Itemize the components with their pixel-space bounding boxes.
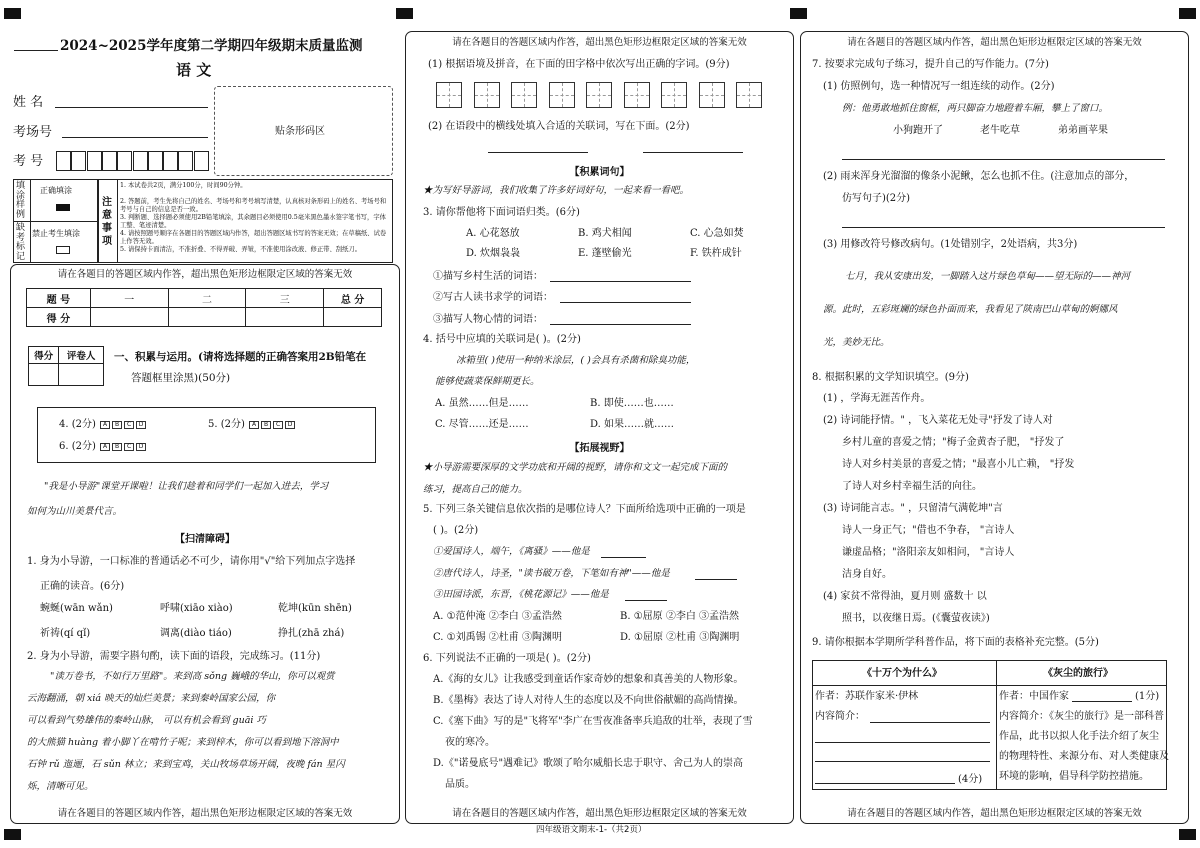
q9-right-intro: 作品，此书以拟人化手法介绍了灰尘 [999,731,1159,742]
grader-score-cell[interactable] [29,364,59,386]
q9-right-author-line[interactable] [1072,701,1132,702]
notice-line: 5. 请保持卡面清洁，不准折叠、不得弄破、弄皱，不准使用涂改液、修正带、刮纸刀。 [120,246,361,253]
column1-top-note: 请在各题目的答题区域内作答，超出黑色矩形边框限定区域的答案无效 [57,269,353,280]
registration-mark-bottom-left [4,829,21,840]
q9-right-author: 作者：中国作家 [999,691,1069,702]
q4-option: B. 即使……也…… [590,398,674,409]
tian-grid-cell[interactable] [736,82,762,108]
column1-bottom-note: 请在各题目的答题区域内作答，超出黑色矩形边框限定区域的答案无效 [57,808,353,819]
q8-line: (4) 家贫不常得油，夏月则 盛数十 以 [823,591,987,602]
q2-passage-line: 烁，清晰可见。 [27,781,94,792]
notice-line: 4. 请按照题号顺序在各题目的答题区域内作答，超出答题区域书写的答案无效；在草稿纸、试卷上作答无效。 [120,230,387,245]
col2-intro2a: ★小导游需要深厚的文学功底和开阔的视野，请你和文文一起完成下面的 [423,462,728,473]
grader-score-label: 得分 [29,347,59,364]
q7-2: (2) 雨来浑身光溜溜的像条小泥鳅，怎么也抓不住。(注意加点的部分， [823,171,1135,182]
q6-option: C.《塞下曲》写的是"飞将军"李广在雪夜准备率兵追敌的壮举，表现了雪 [433,716,753,727]
score-header-cell: 总 分 [324,289,382,308]
filled-bubble-example [56,204,70,211]
q9-left-line[interactable] [815,761,990,762]
tian-grid-cell[interactable] [436,82,462,108]
q1-item[interactable]: 蜿蜒(wān wǎn) [40,603,113,614]
q9-text: 9. 请你根据本学期所学科普作品，将下面的表格补充完整。(5分) [812,637,1099,648]
q7-2-answer[interactable] [842,227,1165,228]
q3-option: D. 炊烟袅袅 [466,248,521,259]
score-header-cell: 一 [90,289,168,308]
tian-grid-cell[interactable] [624,82,650,108]
choice-answer-box [37,407,376,463]
registration-mark-top-mid1 [396,8,413,19]
score-header-cell: 三 [246,289,324,308]
q6-option: A.《海的女儿》让我感受到童话作家奇妙的想象和真善美的人物形象。 [433,674,744,685]
q8-line: 诗人对乡村美景的喜爱之情；"最喜小儿亡赖， "抒发 [842,459,1075,470]
q3-line: ②写古人读书求学的词语： [433,292,553,303]
q7-1: (1) 仿照例句，选一种情况写一组连续的动作。(2分) [823,81,1055,92]
intro-line-1: "我是小导游"课堂开课啦！让我们趁着和同学们一起加入进去，学习 [44,481,329,492]
notice-panel [98,179,393,263]
q4-option: D. 如果……就…… [590,419,675,430]
seat-digit-box[interactable] [117,151,132,171]
q9-left-line[interactable] [815,742,990,743]
q3-option: E. 蓬壁偷光 [578,248,632,259]
seat-digit-box[interactable] [194,151,209,171]
q1-item[interactable]: 挣扎(zhā zhá) [278,628,345,639]
q2-passage-line: 云海翻涌，朝 xiá 映天的灿烂美景；来到秦岭国家公园，你 [27,693,276,704]
q8-line: 谦虚品格；"洛阳亲友如相问， "言诗人 [842,547,1015,558]
q5-clue: ①爱国诗人，端午，《离骚》——他是 [433,546,590,557]
q3-answer-2[interactable] [560,302,691,303]
q1-text: 1. 身为小导游，一口标准的普通话必不可少，请你用"√"给下列加点字选择 [27,556,356,567]
barcode-label: 贴条形码区 [275,126,325,137]
tian-grid-cell[interactable] [661,82,687,108]
conj-answer-2[interactable] [643,152,743,153]
score-table [26,288,382,327]
q7-3-text[interactable]: 源。此时，五彩斑斓的绿色扑面而来，我看见了陕南巴山草甸的婀娜风 [823,304,1118,315]
choice-q6[interactable]: 6. (2分) A B C D [59,440,147,453]
q5-answer-2[interactable] [695,579,737,580]
seat-digit-box[interactable] [163,151,178,171]
score-cell[interactable] [246,308,324,327]
q3-option: C. 心急如焚 [690,228,744,239]
q9-left-title: 《十万个为什么》 [862,668,942,679]
q2-passage-line: 的大熊猫 huàng 着小脚丫在啃竹子呢；来到梓木，你可以看到地下溶洞中 [27,737,339,748]
q3-option: A. 心花怒放 [466,228,520,239]
seat-digit-box[interactable] [71,151,86,171]
q3-option: F. 铁杵成针 [690,248,742,259]
seat-number-boxes[interactable] [56,151,209,171]
q1-item[interactable]: 呼啸(xiāo xiào) [160,603,233,614]
intro-line-2: 如何为山川美景代言。 [27,506,123,517]
q8-line: (1) ，学海无涯苦作舟。 [823,393,931,404]
correct-fill-label: 正确填涂 [40,186,72,195]
tian-grid-row[interactable] [436,82,776,110]
score-cell[interactable] [324,308,382,327]
q6-option: D.《"诺曼底号"遇难记》歌颂了哈尔威船长忠于职守、舍己为人的崇高 [433,758,744,769]
q1-item[interactable]: 祈祷(qí qǐ) [40,628,91,639]
q1-item[interactable]: 调离(diào tiáo) [160,628,232,639]
q6-option: 夜的寒冷。 [445,737,495,748]
grader-label: 评卷人 [59,347,104,364]
q3-answer-1[interactable] [550,281,691,282]
column2-top-note: 请在各题目的答题区域内作答，超出黑色矩形边框限定区域的答案无效 [452,37,747,48]
q4-option: C. 尽管……还是…… [435,419,529,430]
q2-sub1: (1) 根据语境及拼音，在下面的田字格中依次写出正确的字词。(9分) [428,59,730,70]
q6-option: B.《墨梅》表达了诗人对待人生的态度以及不向世俗献媚的高尚情操。 [433,695,744,706]
q1-item[interactable]: 乾坤(kūn shēn) [278,603,352,614]
seat-digit-box[interactable] [178,151,193,171]
q7-text: 7. 按要求完成句子练习，提升自己的写作能力。(7分) [812,59,1049,70]
page-footer: 四年级语文期末-1-（共2页） [536,825,647,835]
q4-sentence-2: 能够使蔬菜保鲜期更长。 [435,376,540,387]
section-broaden-view: 【拓展视野】 [569,443,630,454]
notice-label: 注意事项 [102,197,112,247]
q8-line: (3) 诗词能言志。" ，只留清气满乾坤"言 [823,503,1003,514]
q5-answer-1[interactable] [601,557,646,558]
score-row-label: 得 分 [27,308,91,327]
q9-left-intro: 内容简介： [815,711,865,722]
q7-3-text[interactable]: 光，美妙无比。 [823,337,890,348]
q7-1-answer[interactable] [842,159,1165,160]
section-accumulate: 【积累词句】 [569,167,630,178]
absent-label: 缺考标记 [16,223,26,262]
q5-clue: ②唐代诗人，诗圣，"读书破万卷，下笔如有神"——他是 [433,568,670,579]
score-header-cell: 二 [168,289,246,308]
q2-passage-line: 可以看到气势雄伟的秦岭山脉， 可以有机会看到 guāi 巧 [27,715,266,726]
q8-line: 洁身自好。 [842,569,892,580]
seat-digit-box[interactable] [56,151,71,171]
q9-right-intro: 的物理特性、来源分布、对人类健康及 [999,751,1169,762]
q4-option: A. 虽然……但是…… [435,398,529,409]
q3-line: ③描写人物心情的词语： [433,314,543,325]
tian-grid-cell[interactable] [474,82,500,108]
q7-1-option: 弟弟画苹果 [1058,125,1108,136]
q2-sub2: (2) 在语段中的横线处填入合适的关联词，写在下面。(2分) [428,121,690,132]
fill-example-panel [13,179,98,263]
q2-passage-line: "读万卷书，不如行万里路"。来到高 sǒng 巍峨的华山，你可以观赏 [50,671,335,682]
q8-line: 了诗人对乡村幸福生活的向往。 [842,481,982,492]
room-field[interactable] [62,137,208,138]
q5-text: 5. 下列三条关键信息依次指的是哪位诗人？下面所给选项中正确的一项是 [423,504,746,515]
q5-option: A. ①范仲淹 ②李白 ③孟浩然 [433,611,562,622]
col2-intro: ★为写好导游词，我们收集了许多好词好句，一起来看一看吧。 [423,185,690,196]
q6-option: 品质。 [445,779,475,790]
absent-bubble[interactable] [56,246,70,254]
q7-1-example: 例：他勇敢地抓住窗框，两只脚奋力地蹬着车厢，攀上了窗口。 [842,103,1109,114]
q3-answer-3[interactable] [550,324,691,325]
seat-digit-box[interactable] [133,151,148,171]
q7-3: (3) 用修改符号修改病句。(1处错别字，2处语病，共3分) [823,239,1078,250]
q1-text-2: 正确的读音。(6分) [40,581,125,592]
part1-title-2: 答题框里涂黑)(50分) [131,372,231,384]
column3-bottom-note: 请在各题目的答题区域内作答，超出黑色矩形边框限定区域的答案无效 [847,808,1142,819]
column3-top-note: 请在各题目的答题区域内作答，超出黑色矩形边框限定区域的答案无效 [847,37,1142,48]
q9-left-line[interactable] [870,722,990,723]
q7-1-option: 小狗跑开了 [893,125,943,136]
q5-option: D. ①屈原 ②杜甫 ③陶渊明 [620,632,740,643]
notice-line: 3. 判断题、选择题必须使用2B铅笔填涂，其余题目必须使用0.5毫米黑色墨水签字笔书写，字体工整、笔迹清楚。 [120,214,386,229]
notice-line: 2. 答题前，考生先将自己的姓名、考场号和考号填写清楚，认真核对条形码上的姓名、考场号和考号与自己的信息是否一致。 [120,198,387,213]
q5-answer-3[interactable] [625,600,667,601]
q8-line: 乡村儿童的喜爱之情；"梅子金黄杏子肥， "抒发了 [842,437,1065,448]
barcode-area [214,86,393,176]
choice-q5[interactable]: 5. (2分) A B C D [208,418,296,431]
q3-text: 3. 请你帮他将下面词语归类。(6分) [423,207,580,218]
subject-title: 语 文 [176,61,212,79]
score-cell[interactable] [168,308,246,327]
q5-clue: ③田园诗派，东晋，《桃花源记》——他是 [433,589,609,600]
q6-text: 6. 下列说法不正确的一项是( )。(2分) [423,653,591,664]
conj-answer-1[interactable] [488,152,588,153]
q8-line: 照书，以夜继日焉。(《囊萤夜读》) [842,613,990,624]
choice-q4[interactable]: 4. (2分) A B C D [59,418,147,431]
q7-2-b: 仿写句子)(2分) [842,193,911,204]
q9-table [812,660,1167,790]
registration-mark-top-right [1179,8,1196,19]
q8-text: 8. 根据积累的文学知识填空。(9分) [812,372,969,383]
section-clear-obstacles: 【扫清障碍】 [175,534,235,545]
q9-right-title: 《灰尘的旅行》 [1043,668,1113,679]
q9-right-score: (1分) [1135,691,1160,702]
seat-digit-box[interactable] [148,151,163,171]
q7-1-option: 老牛吃草 [980,125,1020,136]
q4-sentence-1: 冰箱里( )使用一种纳米涂层，( )会具有杀菌和除臭功能， [456,355,696,366]
q3-option: B. 鸡犬相闻 [578,228,632,239]
class-underline[interactable] [14,50,58,51]
score-cell[interactable] [90,308,168,327]
q8-line: (2) 诗词能抒情。" ，飞入菜花无处寻"抒发了诗人对 [823,415,1053,426]
name-field[interactable] [55,107,208,108]
seat-digit-box[interactable] [87,151,102,171]
part1-title: 一、积累与运用。(请将选择题的正确答案用2B铅笔在 [114,351,367,363]
q9-right-intro: 内容简介：《灰尘的旅行》是一部科普 [999,711,1164,722]
q2-passage-line: 石钟 rǔ 迤逦，石 sǔn 林立；来到宝鸡，关山牧场草场开阔，夜晚 fán 星闪 [27,759,345,770]
q3-line: ①描写乡村生活的词语： [433,271,543,282]
q5-option: B. ①屈原 ②李白 ③孟浩然 [620,611,740,622]
tian-grid-cell[interactable] [549,82,575,108]
seat-digit-box[interactable] [102,151,117,171]
q7-3-text[interactable]: 七月，我从安康出发，一脚踏入这片绿色草甸——望无际的——神河 [845,271,1131,282]
fill-example-label: 填涂样例 [16,181,26,220]
tian-grid-cell[interactable] [511,82,537,108]
q5-text-2: ( )。(2分) [433,525,479,536]
registration-mark-top-mid2 [790,8,807,19]
exam-title: 2024~2025学年度第二学期四年级期末质量监测 [60,38,363,54]
q2-text: 2. 身为小导游，需要字斟句酌，读下面的语段，完成练习。(11分) [27,651,321,662]
name-label: 姓 名 [13,95,44,110]
q9-right-intro: 环境的影响，倡导科学防控措施。 [999,771,1149,782]
q8-line: 诗人一身正气；"借也不争春， "言诗人 [842,525,1015,536]
grader-table [28,346,104,386]
registration-mark-top-left [4,8,21,19]
grader-cell[interactable] [59,364,104,386]
q5-option: C. ①刘禹锡 ②杜甫 ③陶渊明 [433,632,562,643]
tian-grid-cell[interactable] [699,82,725,108]
absent-fill-label: 禁止考生填涂 [32,229,80,238]
q9-left-author: 作者：苏联作家米·伊林 [815,691,919,702]
registration-mark-bottom-right [1179,829,1196,840]
tian-grid-cell[interactable] [586,82,612,108]
room-label: 考场号 [13,125,53,140]
q9-left-line[interactable] [815,783,955,784]
seat-label: 考 号 [13,154,44,169]
column2-bottom-note: 请在各题目的答题区域内作答，超出黑色矩形边框限定区域的答案无效 [452,808,747,819]
notice-line: 1. 本试卷共2页，满分100分，时间90分钟。 [120,182,247,189]
col2-intro2b: 练习，提高自己的能力。 [423,484,528,495]
score-header-cell: 题 号 [27,289,91,308]
q4-text: 4. 括号中应填的关联词是( )。(2分) [423,334,581,345]
q9-left-score: (4分) [958,774,983,785]
